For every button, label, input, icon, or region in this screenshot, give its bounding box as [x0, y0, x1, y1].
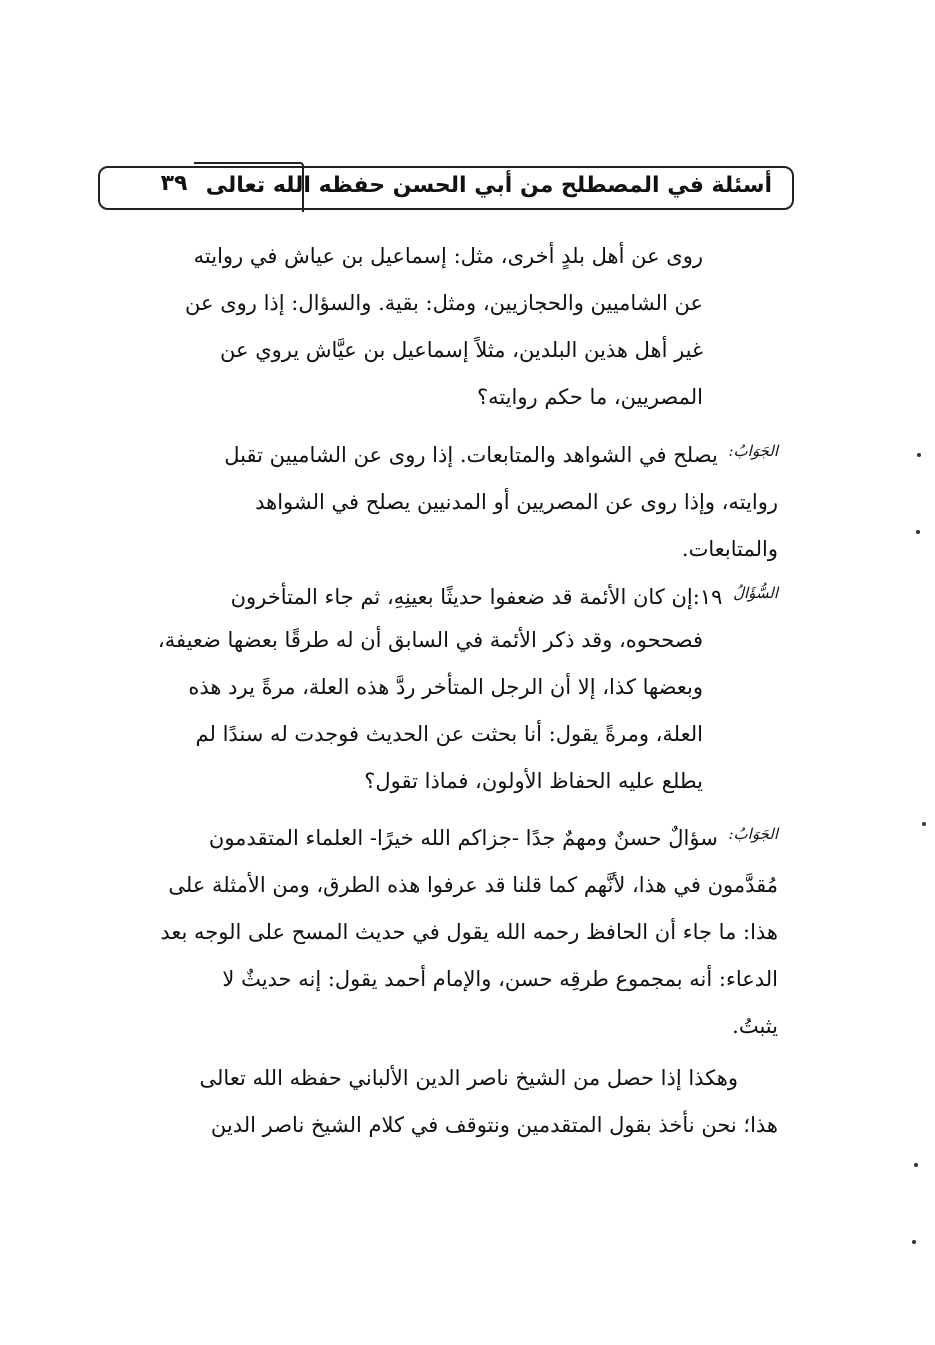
- text-line: يطلع عليه الحفاظ الأولون، فماذا تقول؟: [364, 769, 703, 793]
- text-line: هذا؛ نحن نأخذ بقول المتقدمين ونتوقف في كلام الشيخ ناصر الدين: [210, 1113, 778, 1137]
- text-line: الدعاء: أنه بمجموع طرقِه حسن، والإمام أحمد يقول: إنه حديثٌ لا: [222, 967, 778, 991]
- scan-mark: [912, 1240, 916, 1244]
- text-line: فصححوه، وقد ذكر الأئمة في السابق أن له طرقًا بعضها ضعيفة،: [157, 628, 703, 652]
- text-line: والمتابعات.: [681, 537, 778, 561]
- text-span: يصلح في الشواهد والمتابعات. إذا روى عن الشاميين تقبل: [224, 443, 718, 467]
- text-line: عن الشاميين والحجازيين، ومثل: بقية. والسؤال: إذا روى عن: [185, 291, 703, 315]
- scan-mark: [922, 822, 926, 826]
- text-span: سؤالٌ حسنٌ ومهمٌ جدًا -جزاكم الله خيرًا- العلماء المتقدمون: [208, 826, 718, 850]
- text-line: وهكذا إذا حصل من الشيخ ناصر الدين الألباني حفظه الله تعالى: [199, 1066, 738, 1090]
- paragraph-question-19-cont: [118, 617, 703, 805]
- paragraph-question-19: [118, 570, 778, 621]
- text-line: يثبتُ.: [732, 1014, 778, 1038]
- question-number: ١٩:: [692, 585, 723, 609]
- text-line: روايته، وإذا روى عن المصريين أو المدنيين يصلح في الشواهد: [255, 490, 778, 514]
- paragraph-answer-1: [118, 428, 778, 573]
- text-span: إن كان الأئمة قد ضعفوا حديثًا بعينِهِ، ثم جاء المتأخرون: [230, 585, 693, 609]
- text-line: المصريين، ما حكم روايته؟: [476, 385, 703, 409]
- running-header: [98, 166, 794, 210]
- scan-mark: [914, 1163, 918, 1167]
- text-line: [118, 811, 778, 862]
- question-label: السُّؤَالُ: [733, 584, 778, 602]
- paragraph-5: [118, 1055, 778, 1149]
- answer-label: الجَوَابُ:: [728, 825, 778, 843]
- header-title: أسئلة في المصطلح من أبي الحسن حفظه الله تعالى: [205, 173, 772, 198]
- scan-mark: [916, 530, 920, 534]
- text-line: [118, 428, 778, 479]
- text-line: [118, 570, 778, 621]
- paragraph-answer-2: [118, 811, 778, 1050]
- scan-mark: [917, 453, 921, 457]
- text-line: هذا: ما جاء أن الحافظ رحمه الله يقول في حديث المسح على الوجه بعد: [160, 920, 778, 944]
- text-line: مُقدَّمون في هذا، لأنَّهم كما قلنا قد عرفوا هذه الطرق، ومن الأمثلة على: [168, 873, 778, 897]
- paragraph-1: [118, 233, 703, 421]
- text-line: غير أهل هذين البلدين، مثلاً إسماعيل بن عيَّاش يروي عن: [220, 338, 703, 362]
- answer-label: الجَوَابُ:: [728, 442, 778, 460]
- text-line: روى عن أهل بلدٍ أخرى، مثل: إسماعيل بن عياش في روايته: [193, 244, 703, 268]
- text-line: وبعضها كذا، إلا أن الرجل المتأخر ردَّ هذه العلة، مرةً يرد هذه: [188, 675, 703, 699]
- text-line: العلة، ومرةً يقول: أنا بحثت عن الحديث فوجدت له سندًا لم: [195, 722, 703, 746]
- page-number: ٣٩: [160, 171, 188, 196]
